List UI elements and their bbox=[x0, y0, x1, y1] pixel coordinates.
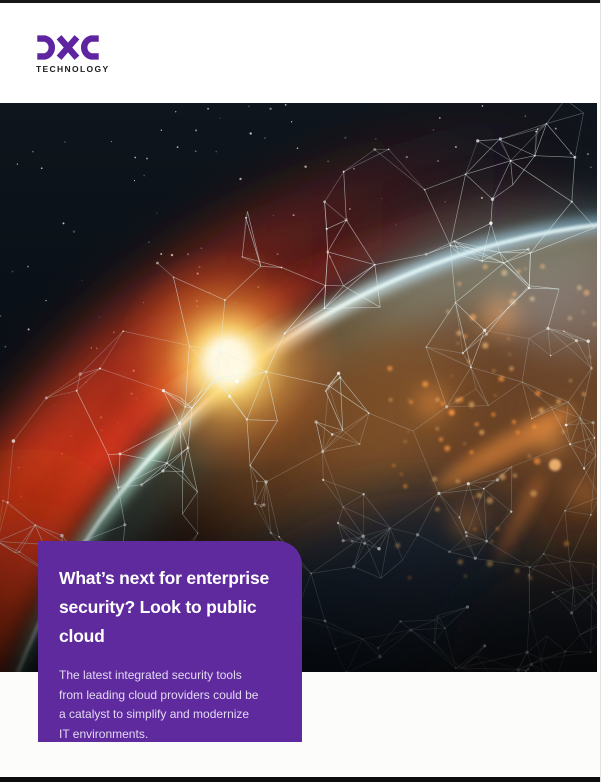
logo-wordmark: TECHNOLOGY bbox=[36, 64, 110, 74]
logo-letter-d bbox=[37, 39, 52, 57]
logo-letter-x bbox=[59, 37, 77, 57]
cover-subtitle-line: IT environments. bbox=[59, 726, 149, 741]
cover-title-line: cloud bbox=[59, 626, 105, 646]
cover-title bbox=[59, 564, 294, 651]
cover-title-panel bbox=[38, 541, 302, 742]
logo-letter-c bbox=[84, 39, 99, 57]
page-bottom-border bbox=[0, 777, 601, 782]
cover-header bbox=[0, 3, 601, 103]
cover-subtitle bbox=[59, 666, 294, 744]
cover-title-line: security? Look to public bbox=[59, 597, 257, 617]
cover-subtitle-line: from leading cloud providers could be bbox=[59, 687, 259, 702]
cover-subtitle-line: a catalyst to simplify and modernize bbox=[59, 707, 250, 721]
cover-subtitle-line: The latest integrated security tools bbox=[59, 668, 242, 682]
dxc-logo-icon bbox=[36, 34, 100, 61]
cover-title-line: What’s next for enterprise bbox=[59, 568, 270, 588]
dxc-logo bbox=[36, 34, 110, 74]
